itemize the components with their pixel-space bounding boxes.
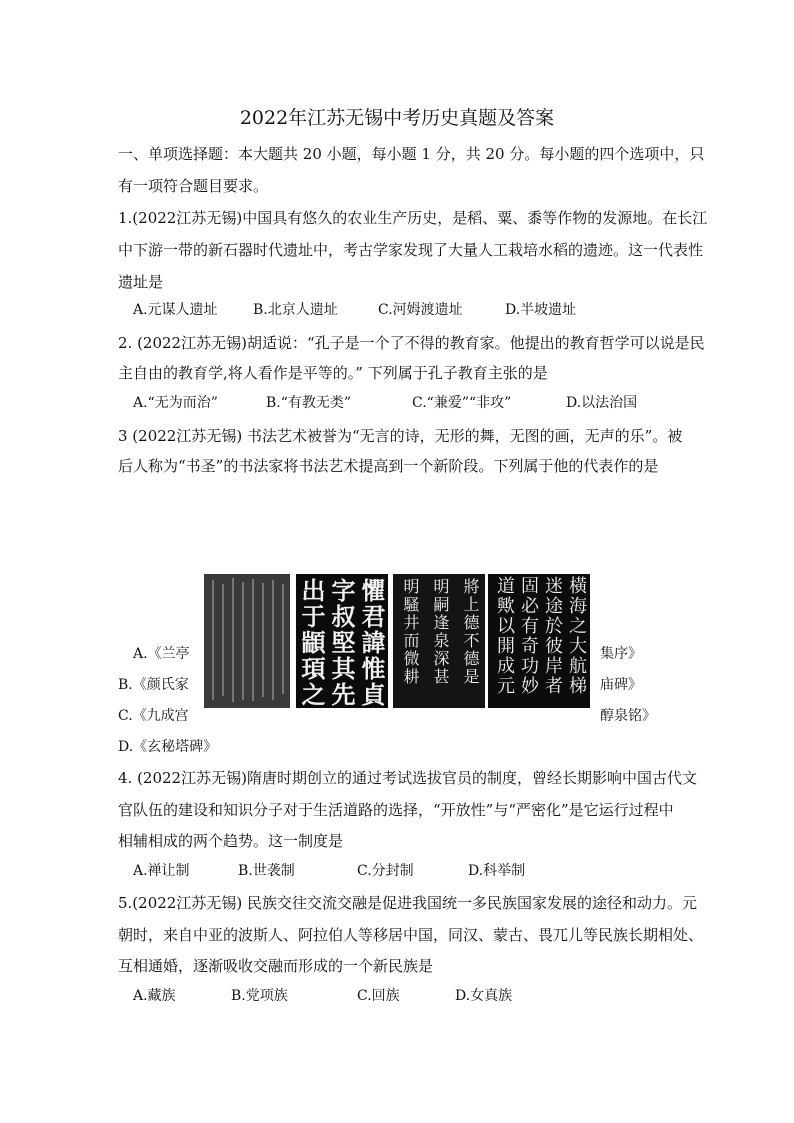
section-heading-line2: 有一项符合题目要求。 bbox=[118, 177, 269, 195]
q1-line2: 中下游一带的新石器时代遗址中，考古学家发现了大量人工栽培水稻的遗迹。这一代表性 bbox=[118, 241, 704, 259]
q1-option-d: D.半坡遗址 bbox=[505, 302, 577, 318]
q5-line2: 朝时，来自中亚的波斯人、阿拉伯人等移居中国，同汉、蒙古、畏兀儿等民族长期相处、 bbox=[118, 926, 704, 944]
q3-option-b-left: B.《颜氏家 bbox=[118, 677, 189, 693]
panel-c-column-1: 將上德不德是 bbox=[461, 578, 480, 686]
q3-option-d: D.《玄秘塔碑》 bbox=[118, 739, 218, 755]
q1-option-b: B.北京人遗址 bbox=[253, 302, 338, 318]
q5-option-d: D.女真族 bbox=[455, 988, 513, 1004]
q3-option-c-right: 醇泉铭》 bbox=[600, 708, 656, 724]
q4-option-b: B.世袭制 bbox=[238, 863, 295, 879]
q1-option-c: C.河姆渡遗址 bbox=[378, 302, 463, 318]
page-title: 2022年江苏无锡中考历史真题及答案 bbox=[239, 107, 555, 129]
calligraphy-image-xuanmi-pagoda bbox=[488, 574, 590, 708]
q2-option-d: D.以法治国 bbox=[566, 395, 638, 411]
q2-option-c: C.“兼爱”“非攻” bbox=[412, 395, 512, 411]
q5-line3: 互相通婚，逐渐吸收交融而形成的一个新民族是 bbox=[118, 957, 434, 975]
panel-d-column-1: 橫海之大航梯 bbox=[566, 576, 587, 696]
q3-option-b-right: 庙碑》 bbox=[600, 677, 642, 693]
panel-c-column-3: 明騷井而微耕 bbox=[401, 578, 420, 686]
q1-line3: 遗址是 bbox=[118, 273, 164, 291]
q1-option-a: A.元谋人遗址 bbox=[133, 302, 218, 318]
q4-option-c: C.分封制 bbox=[357, 863, 414, 879]
q5-option-c: C.回族 bbox=[357, 988, 400, 1004]
q5-option-a: A.藏族 bbox=[133, 988, 176, 1004]
q5-option-b: B.党项族 bbox=[231, 988, 288, 1004]
q2-option-a: A.“无为而治” bbox=[133, 395, 218, 411]
q2-option-b: B.“有教无类” bbox=[266, 395, 352, 411]
q3-option-c-left: C.《九成宫 bbox=[118, 708, 189, 724]
q4-line1: 4. (2022江苏无锡)隋唐时期创立的通过考试选拔官员的制度，曾经长期影响中国古代文 bbox=[118, 769, 697, 787]
calligraphy-image-yan-family-temple bbox=[296, 574, 388, 708]
q2-line2: 主自由的教育学,将人看作是平等的。” 下列属于孔子教育主张的是 bbox=[118, 364, 548, 382]
calligraphy-image-lanting bbox=[204, 574, 290, 708]
q3-option-a-right: 集序》 bbox=[600, 646, 642, 662]
q4-option-d: D.科举制 bbox=[468, 863, 526, 879]
q3-line1: 3 (2022江苏无锡) 书法艺术被誉为“无言的诗，无形的舞，无图的画，无声的乐”。被 bbox=[118, 427, 683, 445]
panel-d-column-3: 固必有奇功妙 bbox=[518, 576, 539, 696]
q1-line1: 1.(2022江苏无锡)中国具有悠久的农业生产历史，是稻、粟、黍等作物的发源地。在长江 bbox=[118, 209, 708, 227]
q3-option-a-left: A.《兰亭 bbox=[133, 646, 190, 662]
panel-d-column-4: 道歟以開成元 bbox=[494, 576, 515, 696]
q2-line1: 2. (2022江苏无锡)胡适说：“孔子是一个了不得的教育家。他提出的教育哲学可以说是民 bbox=[118, 334, 705, 352]
calligraphy-image-jiucheng-palace bbox=[393, 574, 485, 708]
panel-d-column-2: 迷途於彼岸者 bbox=[542, 576, 563, 696]
q3-line2: 后人称为“书圣”的书法家将书法艺术提高到一个新阶段。下列属于他的代表作的是 bbox=[118, 457, 659, 475]
panel-c-column-2: 明嗣逢泉深甚 bbox=[431, 578, 450, 686]
panel-b-column-1: 懼君諱惟貞 bbox=[357, 578, 386, 708]
q4-option-a: A.禅让制 bbox=[133, 863, 190, 879]
q4-line2: 官队伍的建设和知识分子对于生活道路的选择，“开放性”与“严密化”是它运行过程中 bbox=[118, 801, 674, 819]
panel-b-column-2: 字叔堅其先 bbox=[327, 578, 356, 708]
q5-line1: 5.(2022江苏无锡) 民族交往交流交融是促进我国统一多民族国家发展的途径和动力。元 bbox=[118, 894, 697, 912]
q4-line3: 相辅相成的两个趋势。这一制度是 bbox=[118, 832, 344, 850]
panel-b-column-3: 出于顓頊之 bbox=[297, 578, 326, 708]
section-heading-line1: 一、单项选择题：本大题共 20 小题，每小题 1 分，共 20 分。每小题的四个选项中，只 bbox=[118, 145, 705, 163]
